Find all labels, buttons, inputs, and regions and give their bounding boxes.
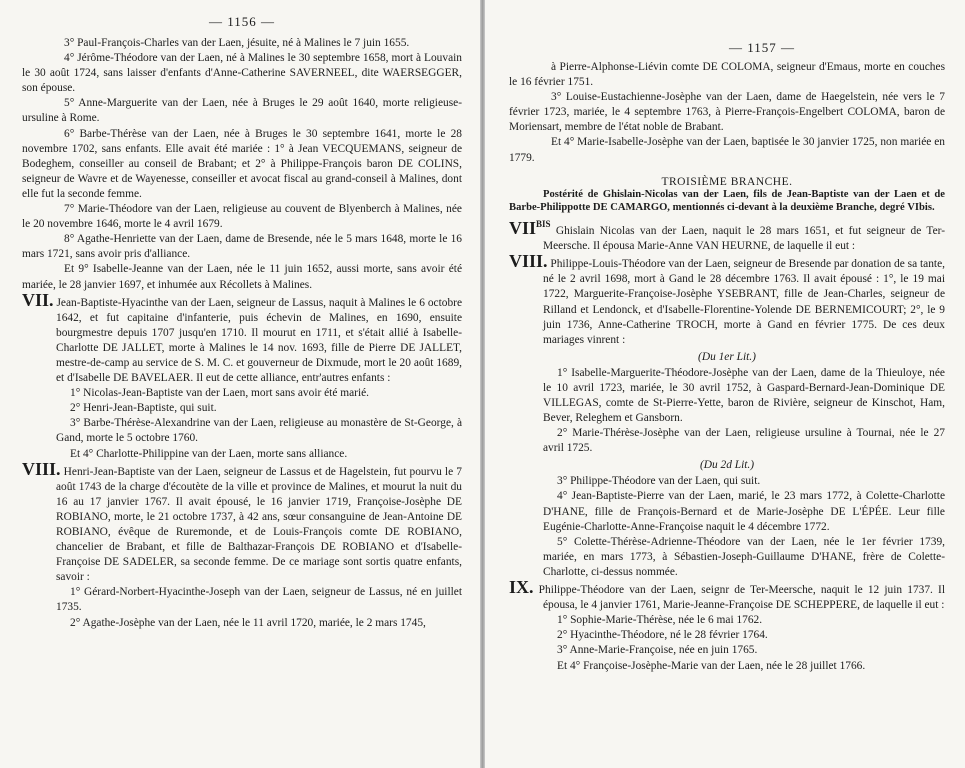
paragraph: 8° Agathe-Henriette van der Laen, dame de Bresende, née le 5 mars 1648, morte le 16 mars 1721, sans avoir pris d'alliance. (22, 233, 462, 261)
generation-numeral: VII. (22, 289, 54, 310)
child-entry: 2° Hyacinthe-Théodore, né le 28 février 1764. (557, 629, 768, 642)
child-entry: 2° Marie-Thérèse-Josèphe van der Laen, religieuse ursuline à Tournai, née le 27 avril 1725. (543, 427, 945, 455)
branch-title: TROISIÈME BRANCHE. (661, 175, 793, 188)
child-entry: 2° Henri-Jean-Baptiste, qui suit. (70, 402, 217, 415)
generation-entry (22, 289, 462, 387)
child-entry: 1° Gérard-Norbert-Hyacinthe-Joseph van der Laen, seigneur de Lassus, né en juillet 1735. (56, 586, 462, 614)
generation-entry (509, 577, 945, 613)
generation-numeral: IX. (509, 577, 534, 598)
generation-numeral: VIII. (509, 251, 548, 272)
generation-entry (509, 217, 945, 254)
child-entry: 1° Nicolas-Jean-Baptiste van der Laen, mort sans avoir été marié. (70, 387, 370, 400)
paragraph: 6° Barbe-Thérèse van der Laen, née à Bruges le 30 septembre 1641, morte le 28 novembre 1702, sans enfants. Elle avait été mariée : 1° à Jean VECQUEMANS, seigneur de Bodeghem, conseiller au conseil de Brabant; et 2° à Philippe-François baron DE COLINS, seigneur de Wavre et de Wayenesse, conseiller et avocat fiscal au grand-conseil à Malines, dont elle fut la seconde femme. (22, 127, 462, 200)
paragraph: Et 4° Marie-Isabelle-Josèphe van der Laen, baptisée le 30 janvier 1725, non mariée en 1779. (509, 136, 945, 164)
paragraph: 7° Marie-Théodore van der Laen, religieuse au couvent de Blyenberch à Malines, née le 20 novembre 1646, morte le 4 avril 1679. (22, 203, 462, 231)
right-page (485, 0, 965, 768)
paragraph: 4° Jérôme-Théodore van der Laen, né à Malines le 30 septembre 1658, mort à Louvain le 30 août 1724, sans laisser d'enfants d'Anne-Catherine SAVERNEEL, dite WAERSEGGER, son épouse. (22, 52, 462, 95)
generation-text: Henri-Jean-Baptiste van der Laen, seigneur de Lassus et de Hagelstein, fut pourvu le 7 août 1743 de la charge d'écoutète de la ville et province de Malines, et mourut la nuit du 16 au 17 janvier 1767. Il avait épousé, le 16 janvier 1719, Françoise-Josèphe DE ROBIANO, morte, le 21 octobre 1737, à 42 ans, sœur consanguine de Jean-Antoine DE ROBIANO, évêque de Ruremonde, et de Louis-François comte DE ROBIANO, chancelier de Brabant, et fille de Balthazar-François DE ROBIANO et d'Isabelle-Françoise DE SADELER, sa seconde femme. De ce mariage sont sortis quatre enfants, savoir : (56, 465, 462, 584)
generation-text: Philippe-Louis-Théodore van der Laen, seigneur de Bresende par donation de sa tante, né le 2 avril 1698, mort à Gand le 28 décembre 1763. Il avait épousé : 1°, le 19 mai 1722, Marguerite-Françoise-Josèphe YSEBRANT, fille de Jean-Charles, seigneur de Rilland et Lendonck, et d'Isabelle-Florentine-Yolende DE BERNEMICOURT; 2°, le 9 juin 1736, Anne-Catherine TROCH, morte à Gand en février 1775. De ces deux mariages vinrent : (543, 258, 945, 346)
generation-text: Philippe-Théodore van der Laen, seignr de Ter-Meersche, naquit le 12 juin 1737. Il épousa, le 4 janvier 1761, Marie-Jeanne-Françoise DE SCHEPPERE, de laquelle il eut : (538, 584, 945, 612)
child-entry: 1° Isabelle-Marguerite-Théodore-Josèphe van der Laen, dame de la Thieuloye, née le 10 avril 1723, mariée, le 30 avril 1752, à Gaspard-Bernard-Jean-Dominique DE VILLEGAS, comte de St-Pierre-Yette, baron de Rivière, seigneur de Kinschot, Ham, Bever, Releghem et Gansborn. (543, 366, 945, 425)
paragraph: 5° Anne-Marguerite van der Laen, née à Bruges le 29 août 1640, morte religieuse-ursuline à Rome. (22, 97, 462, 125)
generation-text: Jean-Baptiste-Hyacinthe van der Laen, seigneur de Lassus, naquit à Malines le 6 octobre 1642, et fut capitaine d'infanterie, puis échevin de Malines, en 1690, ensuite bourgmestre depuis 1707 jusqu'en 1710. Il mourut en 1711, et s'était allié à Isabelle-Charlotte DE JALLET, morte à Malines le 14 nov. 1693, fille de Pierre DE JALLET, mestre-de-camp au service de S. M. C. et gouverneur de Dixmude, mort le 20 août 1689, et d'Isabelle DE BAVELAER. Il eut de cette alliance, entr'autres enfants : (56, 296, 462, 385)
child-entry: 1° Sophie-Marie-Thérèse, née le 6 mai 1762. (557, 614, 763, 627)
child-entry: 2° Agathe-Josèphe van der Laen, née le 11 avril 1720, mariée, le 2 mars 1745, (70, 616, 426, 629)
child-entry: 4° Jean-Baptiste-Pierre van der Laen, marié, le 23 mars 1772, à Colette-Charlotte D'HANE, fille de François-Bernard et de Marie-Josèphe DE L'ÉPÉE. Leur fille Eugénie-Charlotte-Anne-Françoise naquit le 4 décembre 1772. (543, 490, 945, 533)
generation-entry (509, 251, 945, 348)
generation-text: Ghislain Nicolas van der Laen, naquit le 28 mars 1651, et fut seigneur de Ter-Meersche. Il épousa Marie-Anne VAN HEURNE, de laquelle il eut : (543, 225, 945, 253)
marriage-heading: (Du 1er Lit.) (698, 350, 756, 363)
child-entry: Et 4° Françoise-Josèphe-Marie van der Laen, née le 28 juillet 1766. (557, 659, 866, 672)
paragraph: Et 9° Isabelle-Jeanne van der Laen, née le 11 juin 1652, aussi morte, sans avoir été mariée, le 28 janvier 1697, et inhumée aux Récollets à Malines. (22, 263, 462, 291)
child-entry: 3° Anne-Marie-Françoise, née en juin 1765. (557, 644, 758, 657)
generation-numeral: VIII. (22, 458, 61, 479)
paragraph: 3° Paul-François-Charles van der Laen, jésuite, né à Malines le 7 juin 1655. (64, 37, 410, 49)
marriage-heading: (Du 2d Lit.) (699, 459, 755, 472)
child-entry: 3° Philippe-Théodore van der Laen, qui suit. (557, 475, 761, 488)
paragraph: 3° Louise-Eustachienne-Josèphe van der Laen, dame de Haegelstein, née vers le 7 février 1723, mariée, le 4 septembre 1763, à Pierre-François-Engelbert COLOMA, baron de Moriensart, membre de l'état noble de Brabant. (509, 91, 945, 134)
generation-numeral: $VII^{BIS}$ (509, 218, 551, 239)
page-number: — 1156 — (208, 14, 276, 29)
child-entry: 5° Colette-Thérèse-Adrienne-Théodore van der Laen, née le 1er février 1739, mariée, en mars 1773, à Sébastien-Joseph-Guillaume D'HANE, frère de Colette-Charlotte, ci-dessus nommée. (543, 535, 945, 578)
page-number: — 1157 — (728, 40, 795, 55)
child-entry: 3° Barbe-Thérèse-Alexandrine van der Laen, religieuse au monastère de St-George, à Gand, morte le 5 octobre 1760. (56, 417, 462, 445)
paragraph: à Pierre-Alphonse-Liévin comte DE COLOMA, seigneur d'Emaus, morte en couches le 16 février 1751. (509, 61, 945, 89)
child-entry: Et 4° Charlotte-Philippine van der Laen, morte sans alliance. (70, 447, 348, 460)
branch-subtitle: Postérité de Ghislain-Nicolas van der Laen, fils de Jean-Baptiste van der Laen et de Barbe-Philippotte DE CAMARGO, mentionnés ci-devant à la deuxième Branche, degré VIbis. (509, 188, 945, 213)
left-page (0, 0, 480, 768)
generation-entry (22, 458, 462, 586)
